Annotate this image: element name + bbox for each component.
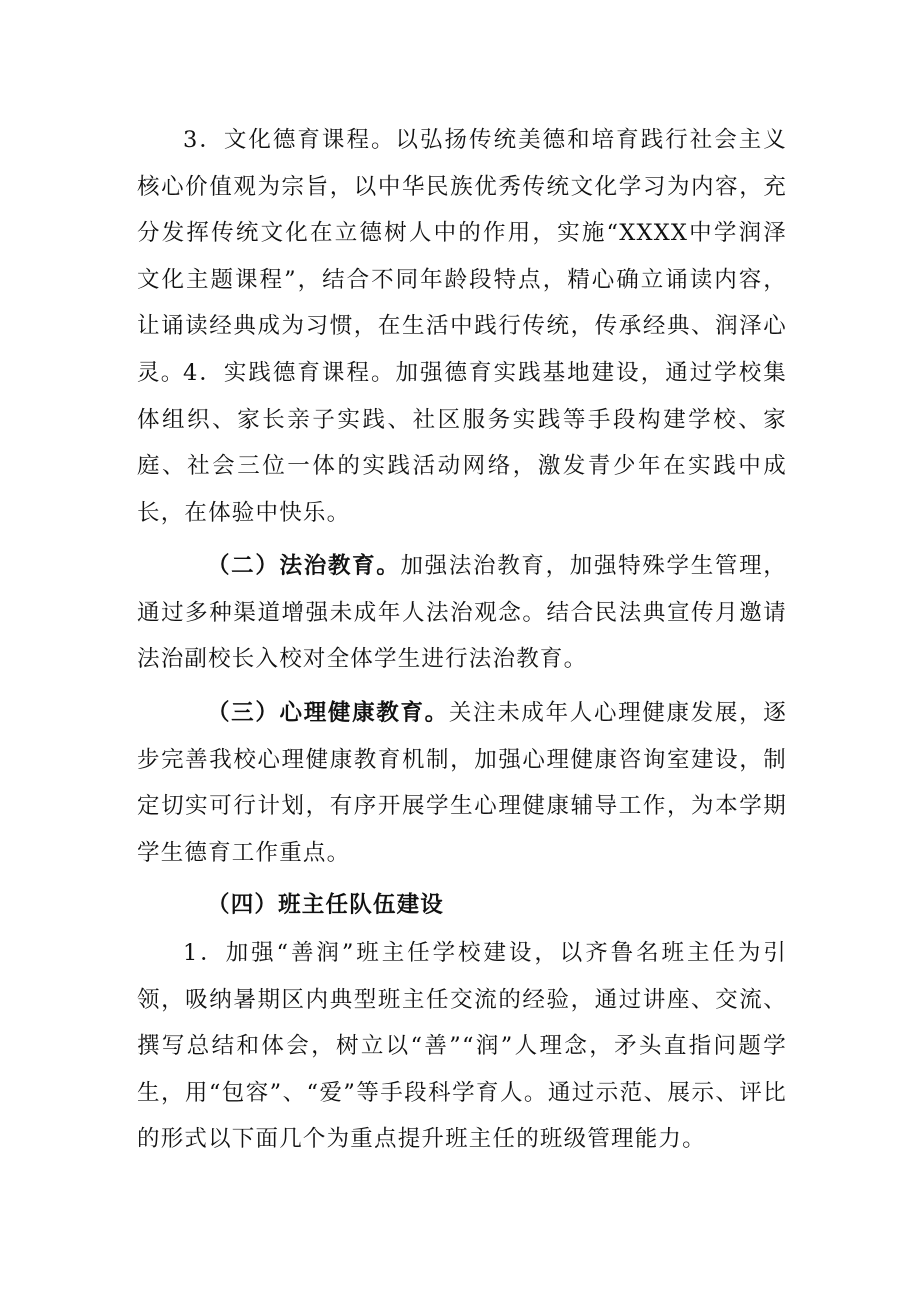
paragraph-practice-moral-course — [137, 350, 787, 536]
section-heading: （二）法治教育。 — [207, 553, 401, 579]
paragraph-head-teacher-team-heading — [137, 882, 787, 929]
paragraph-legal-education — [137, 543, 787, 683]
paragraph-mental-health-education — [137, 690, 787, 876]
paragraph-head-teacher-school — [137, 930, 787, 1163]
section-heading: （四）班主任队伍建设 — [207, 892, 445, 918]
section-heading: （三）心理健康教育。 — [207, 700, 449, 726]
paragraph-text: 4．实践德育课程。加强德育实践基地建设，通过学校集体组织、家长亲子实践、社区服务实践等手段构建学校、家庭、社会三位一体的实践活动网络，激发青少年在实践中成长，在体验中快乐。 — [137, 360, 787, 526]
paragraph-text: 加强法治教育，加强特殊学生管理，通过多种渠道增强未成年人法治观念。结合民法典宣传月邀请法治副校长入校对全体学生进行法治教育。 — [137, 553, 787, 673]
paragraph-text: 3．文化德育课程。以弘扬传统美德和培育践行社会主义核心价值观为宗旨，以中华民族优秀传统文化学习为内容，充分发挥传统文化在立德树人中的作用，实施“XXXX中学润泽文化主题课程”，结合不同年龄段特点，精心确立诵读内容，让诵读经典成为习惯，在生活中践行传统，传承经典、润泽心灵。 — [137, 127, 787, 386]
paragraph-text: 关注未成年人心理健康发展，逐步完善我校心理健康教育机制，加强心理健康咨询室建设，制定切实可行计划，有序开展学生心理健康辅导工作，为本学期学生德育工作重点。 — [137, 700, 787, 866]
paragraph-text: 1．加强“善润”班主任学校建设，以齐鲁名班主任为引领，吸纳暑期区内典型班主任交流的经验，通过讲座、交流、撰写总结和体会，树立以“善”“润”人理念，矛头直指问题学生，用“包容”、“爱”等手段科学育人。通过示范、展示、评比的形式以下面几个为重点提升班主任的班级管理能力。 — [137, 940, 787, 1153]
